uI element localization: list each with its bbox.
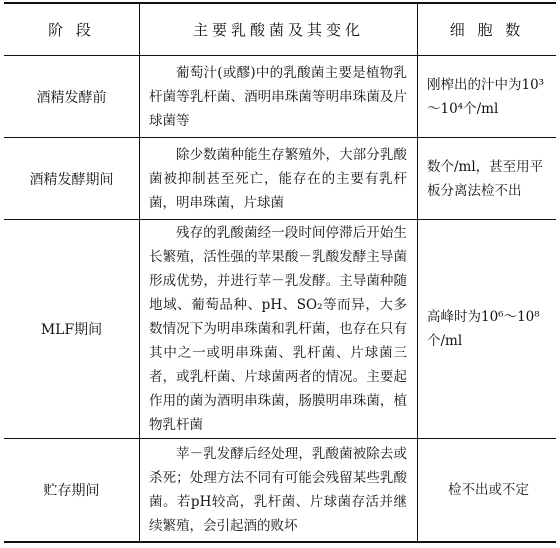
header-count-text: 细 胞 数 (449, 21, 525, 39)
bacteria-cell (140, 220, 417, 438)
count-cell (418, 138, 556, 219)
count-text: 高峰时为10⁶～10⁸个/ml (427, 309, 540, 349)
count-cell (418, 56, 556, 137)
stage-cell (4, 439, 139, 541)
bacteria-text: 苹－乳发酵后经处理，乳酸菌被除去或杀死；处理方法不同有可能会残留某些乳酸菌。若pH较高，乳杆菌、片球菌存活并继续繁殖，会引起酒的败坏 (149, 446, 407, 534)
header-bacteria (140, 4, 417, 55)
bacteria-text: 残存的乳酸菌经一段时间停滞后开始生长繁殖，活性强的苹果酸－乳酸发酵主导菌形成优势，并进行苹－乳发酵。主导菌种随地域、葡萄品种、pH、SO₂等而异，大多数情况下为明串珠菌和乳杆菌，也存在只有其中之一或明串珠菌、乳杆菌、片球菌三者，或乳杆菌、片球菌两者的情况。主要起作用的菌为酒明串珠菌，肠膜明串珠菌，植物乳杆菌 (149, 225, 407, 433)
header-bacteria-text: 主要乳酸菌及其变化 (192, 21, 364, 39)
count-text: 刚榨出的汁中为10³～10⁴个/ml (427, 76, 545, 117)
bacteria-cell (140, 138, 417, 219)
bacteria-table (4, 2, 556, 543)
stage-text: 酒精发酵期间 (29, 171, 114, 188)
bacteria-cell (140, 439, 417, 541)
header-stage-text: 阶 段 (48, 21, 95, 39)
count-cell (418, 439, 556, 541)
stage-text: MLF期间 (40, 322, 103, 338)
count-text: 数个/ml，甚至用平板分离法检不出 (427, 158, 544, 199)
count-cell (418, 220, 556, 438)
stage-text: 酒精发酵前 (36, 89, 107, 106)
stage-cell (4, 220, 139, 438)
stage-text: 贮存期间 (43, 483, 100, 499)
bottom-rule (4, 541, 556, 543)
bacteria-text: 葡萄汁(或醪)中的乳酸菌主要是植物乳杆菌等乳杆菌、酒明串珠菌等明串珠菌及片球菌等 (149, 64, 407, 129)
bacteria-text: 除少数菌种能生存繁殖外，大部分乳酸菌被抑制甚至死亡，能存在的主要有乳杆菌，明串珠菌，片球菌 (149, 146, 407, 211)
header-count (418, 4, 556, 55)
count-text: 检不出或不定 (448, 482, 529, 498)
stage-cell (4, 138, 139, 219)
header-stage (4, 4, 139, 55)
stage-cell (4, 56, 139, 137)
bacteria-cell (140, 56, 417, 137)
